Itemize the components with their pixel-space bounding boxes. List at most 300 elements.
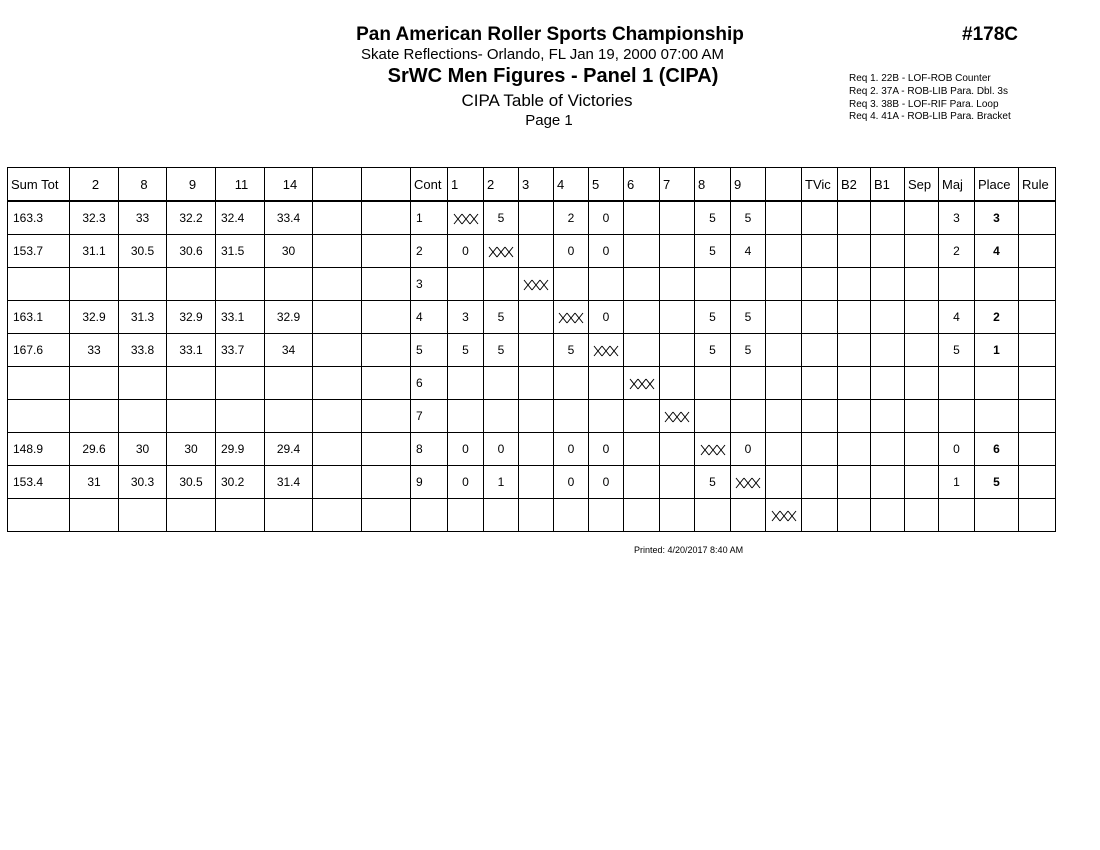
self-comparison-cell (589, 334, 624, 367)
table-row (8, 235, 1056, 268)
table-cell (70, 268, 119, 301)
table-cell: 5 (411, 334, 448, 367)
requirement-item: Req 2. 37A - ROB-LIB Para. Dbl. 3s (849, 85, 1008, 97)
championship-title: Pan American Roller Sports Championship (356, 24, 744, 45)
table-cell (589, 367, 624, 400)
table-cell (939, 367, 975, 400)
table-cell: 5 (484, 201, 519, 235)
table-cell: 0 (589, 235, 624, 268)
table-cell (519, 301, 554, 334)
table-cell (70, 400, 119, 433)
table-cell: 1 (411, 201, 448, 235)
table-cell (660, 301, 695, 334)
table-cell (766, 433, 802, 466)
table-cell (313, 499, 362, 532)
table-cell (766, 301, 802, 334)
table-cell: 5 (554, 334, 589, 367)
table-cell (838, 235, 871, 268)
table-cell (265, 367, 313, 400)
table-cell (660, 334, 695, 367)
table-cell: 5 (731, 334, 766, 367)
crossed-out-mark (664, 411, 690, 423)
table-cell (802, 433, 838, 466)
victories-table (7, 167, 1056, 532)
column-header (313, 168, 362, 202)
table-row (8, 301, 1056, 334)
table-cell: 3 (411, 268, 448, 301)
table-cell (484, 268, 519, 301)
table-cell (8, 268, 70, 301)
self-comparison-cell (484, 235, 519, 268)
table-cell (519, 235, 554, 268)
column-header: 8 (119, 168, 167, 202)
crossed-out-mark (700, 444, 726, 456)
table-cell (905, 466, 939, 499)
table-cell (766, 201, 802, 235)
table-cell: 0 (731, 433, 766, 466)
column-header (766, 168, 802, 202)
table-cell: 2 (554, 201, 589, 235)
table-cell: 0 (554, 433, 589, 466)
table-cell (838, 433, 871, 466)
table-cell: 163.1 (8, 301, 70, 334)
table-cell (119, 400, 167, 433)
table-cell: 32.9 (265, 301, 313, 334)
table-cell (660, 367, 695, 400)
table-cell: 30.5 (119, 235, 167, 268)
requirement-item: Req 3. 38B - LOF-RIF Para. Loop (849, 98, 999, 110)
table-cell: 30 (167, 433, 216, 466)
table-cell (939, 499, 975, 532)
table-cell (554, 400, 589, 433)
event-number: #178C (962, 24, 1018, 45)
table-cell: 31.3 (119, 301, 167, 334)
table-cell (119, 367, 167, 400)
table-cell (313, 301, 362, 334)
column-header: Sum Tot (8, 168, 70, 202)
table-cell (8, 400, 70, 433)
table-cell: 0 (589, 301, 624, 334)
table-cell (1019, 499, 1056, 532)
self-comparison-cell (519, 268, 554, 301)
table-cell: 5 (731, 301, 766, 334)
table-cell (871, 201, 905, 235)
column-header: Place (975, 168, 1019, 202)
table-cell (802, 268, 838, 301)
column-header: Rule (1019, 168, 1056, 202)
table-cell (448, 268, 484, 301)
table-cell (362, 466, 411, 499)
table-cell (731, 499, 766, 532)
table-cell: 148.9 (8, 433, 70, 466)
table-cell: 30.6 (167, 235, 216, 268)
table-cell (1019, 268, 1056, 301)
table-cell (731, 268, 766, 301)
column-header: B1 (871, 168, 905, 202)
table-cell (905, 301, 939, 334)
table-row (8, 400, 1056, 433)
column-header: 2 (484, 168, 519, 202)
table-cell (695, 367, 731, 400)
column-header: 3 (519, 168, 554, 202)
table-cell: 5 (695, 235, 731, 268)
table-cell (265, 499, 313, 532)
crossed-out-mark (523, 279, 549, 291)
table-cell (448, 367, 484, 400)
table-cell (484, 367, 519, 400)
table-cell: 5 (695, 301, 731, 334)
requirements-list (849, 73, 1011, 124)
table-cell: 4 (731, 235, 766, 268)
table-cell (216, 268, 265, 301)
table-cell (838, 201, 871, 235)
table-cell (624, 499, 660, 532)
table-cell (313, 235, 362, 268)
table-cell (802, 301, 838, 334)
table-cell (766, 235, 802, 268)
table-cell (838, 367, 871, 400)
table-cell: 8 (411, 433, 448, 466)
table-cell (624, 235, 660, 268)
table-cell: 6 (975, 433, 1019, 466)
table-row (8, 201, 1056, 235)
table-cell (695, 499, 731, 532)
table-cell (871, 466, 905, 499)
table-cell: 30 (265, 235, 313, 268)
table-cell: 5 (448, 334, 484, 367)
table-cell (731, 367, 766, 400)
table-cell: 1 (484, 466, 519, 499)
table-cell (838, 268, 871, 301)
column-header: B2 (838, 168, 871, 202)
table-cell (313, 400, 362, 433)
table-cell (624, 334, 660, 367)
table-cell (838, 466, 871, 499)
table-cell (624, 201, 660, 235)
table-cell (589, 268, 624, 301)
table-cell (519, 466, 554, 499)
table-cell (1019, 201, 1056, 235)
table-cell (660, 235, 695, 268)
table-cell (216, 400, 265, 433)
column-header: 9 (167, 168, 216, 202)
column-header: 9 (731, 168, 766, 202)
self-comparison-cell (660, 400, 695, 433)
table-cell (975, 367, 1019, 400)
table-cell (167, 268, 216, 301)
report-subtitle: CIPA Table of Victories (461, 91, 633, 110)
table-cell: 0 (554, 235, 589, 268)
table-cell (362, 235, 411, 268)
table-cell: 29.4 (265, 433, 313, 466)
table-cell (975, 400, 1019, 433)
table-cell: 30.2 (216, 466, 265, 499)
venue-date: Skate Reflections- Orlando, FL Jan 19, 2000 07:00 AM (361, 46, 724, 63)
column-header: Maj (939, 168, 975, 202)
table-cell (1019, 466, 1056, 499)
table-cell (1019, 433, 1056, 466)
crossed-out-mark (629, 378, 655, 390)
table-cell: 0 (589, 433, 624, 466)
table-cell (838, 334, 871, 367)
table-row (8, 367, 1056, 400)
table-cell (8, 367, 70, 400)
table-cell: 4 (975, 235, 1019, 268)
table-cell (265, 268, 313, 301)
table-cell: 0 (448, 466, 484, 499)
table-cell (695, 268, 731, 301)
table-cell (838, 301, 871, 334)
table-cell: 33.8 (119, 334, 167, 367)
table-cell (70, 499, 119, 532)
table-cell (905, 201, 939, 235)
table-cell (519, 400, 554, 433)
table-cell (8, 499, 70, 532)
table-cell (313, 334, 362, 367)
table-cell (802, 201, 838, 235)
table-cell (905, 433, 939, 466)
table-cell (589, 400, 624, 433)
table-cell (766, 400, 802, 433)
table-cell: 0 (589, 201, 624, 235)
table-row (8, 466, 1056, 499)
table-cell (554, 367, 589, 400)
table-cell (313, 433, 362, 466)
table-cell (519, 499, 554, 532)
table-cell: 29.6 (70, 433, 119, 466)
self-comparison-cell (448, 201, 484, 235)
table-cell: 29.9 (216, 433, 265, 466)
self-comparison-cell (624, 367, 660, 400)
column-header: Sep (905, 168, 939, 202)
table-cell: 5 (695, 334, 731, 367)
self-comparison-cell (731, 466, 766, 499)
table-cell (448, 400, 484, 433)
table-cell: 33 (119, 201, 167, 235)
table-cell (1019, 367, 1056, 400)
crossed-out-mark (735, 477, 761, 489)
table-header-row (8, 168, 1056, 202)
table-cell: 0 (554, 466, 589, 499)
table-cell: 4 (411, 301, 448, 334)
column-header: 8 (695, 168, 731, 202)
table-row (8, 499, 1056, 532)
column-header: 5 (589, 168, 624, 202)
table-cell: 31.4 (265, 466, 313, 499)
table-cell (802, 334, 838, 367)
table-cell: 0 (448, 433, 484, 466)
table-cell: 32.9 (167, 301, 216, 334)
table-cell: 2 (411, 235, 448, 268)
column-header (362, 168, 411, 202)
table-cell (975, 268, 1019, 301)
table-cell (905, 367, 939, 400)
self-comparison-cell (554, 301, 589, 334)
table-cell (411, 499, 448, 532)
table-cell (362, 301, 411, 334)
table-cell (519, 201, 554, 235)
table-cell (624, 400, 660, 433)
table-cell (905, 334, 939, 367)
table-cell (660, 201, 695, 235)
table-cell (939, 268, 975, 301)
table-cell: 5 (939, 334, 975, 367)
table-cell (871, 400, 905, 433)
table-cell (313, 268, 362, 301)
table-cell (731, 400, 766, 433)
requirement-item: Req 4. 41A - ROB-LIB Para. Bracket (849, 111, 1011, 123)
table-cell: 33.1 (167, 334, 216, 367)
table-cell (939, 400, 975, 433)
crossed-out-mark (453, 213, 479, 225)
table-cell: 5 (975, 466, 1019, 499)
table-cell: 31.1 (70, 235, 119, 268)
table-cell (313, 367, 362, 400)
crossed-out-mark (558, 312, 584, 324)
table-cell (119, 499, 167, 532)
table-cell (905, 400, 939, 433)
table-cell: 0 (484, 433, 519, 466)
table-cell (484, 400, 519, 433)
table-cell (313, 201, 362, 235)
table-cell (1019, 235, 1056, 268)
table-cell (167, 367, 216, 400)
table-cell: 6 (411, 367, 448, 400)
table-cell (871, 235, 905, 268)
table-cell (362, 367, 411, 400)
table-cell (1019, 400, 1056, 433)
table-cell (802, 499, 838, 532)
table-cell: 32.9 (70, 301, 119, 334)
column-header: TVic (802, 168, 838, 202)
table-cell (766, 334, 802, 367)
table-cell: 167.6 (8, 334, 70, 367)
table-cell (766, 268, 802, 301)
table-cell (1019, 334, 1056, 367)
printed-timestamp: Printed: 4/20/2017 8:40 AM (634, 545, 744, 555)
table-cell (871, 367, 905, 400)
table-cell (905, 268, 939, 301)
table-cell (519, 367, 554, 400)
page-number: Page 1 (525, 112, 573, 129)
table-cell (871, 334, 905, 367)
table-cell: 2 (939, 235, 975, 268)
self-comparison-cell (695, 433, 731, 466)
table-cell (313, 466, 362, 499)
table-cell (838, 400, 871, 433)
table-cell (624, 433, 660, 466)
table-cell (519, 334, 554, 367)
table-cell: 33.4 (265, 201, 313, 235)
table-cell (975, 499, 1019, 532)
table-cell: 34 (265, 334, 313, 367)
table-cell: 30 (119, 433, 167, 466)
table-cell: 5 (695, 201, 731, 235)
table-cell (871, 301, 905, 334)
table-cell: 33 (70, 334, 119, 367)
table-cell: 32.3 (70, 201, 119, 235)
table-cell: 0 (939, 433, 975, 466)
table-cell (519, 433, 554, 466)
table-cell (167, 499, 216, 532)
table-cell: 31.5 (216, 235, 265, 268)
table-cell (1019, 301, 1056, 334)
table-cell: 0 (589, 466, 624, 499)
table-cell (362, 268, 411, 301)
table-cell: 4 (939, 301, 975, 334)
table-cell: 5 (484, 334, 519, 367)
table-cell (660, 268, 695, 301)
table-cell (216, 367, 265, 400)
table-cell: 1 (975, 334, 1019, 367)
table-cell (802, 235, 838, 268)
table-cell: 0 (448, 235, 484, 268)
table-cell (695, 400, 731, 433)
requirement-item: Req 1. 22B - LOF-ROB Counter (849, 73, 991, 84)
table-cell: 3 (975, 201, 1019, 235)
column-header: 7 (660, 168, 695, 202)
table-cell (871, 268, 905, 301)
table-cell (265, 400, 313, 433)
table-cell: 5 (731, 201, 766, 235)
table-cell (119, 268, 167, 301)
table-row (8, 268, 1056, 301)
table-cell (362, 334, 411, 367)
column-header: 1 (448, 168, 484, 202)
table-cell (766, 466, 802, 499)
table-cell (660, 499, 695, 532)
table-cell: 5 (695, 466, 731, 499)
table-cell (905, 235, 939, 268)
table-cell (362, 400, 411, 433)
table-cell (554, 268, 589, 301)
table-cell: 33.7 (216, 334, 265, 367)
table-cell (448, 499, 484, 532)
crossed-out-mark (593, 345, 619, 357)
self-comparison-cell (766, 499, 802, 532)
table-cell: 30.3 (119, 466, 167, 499)
table-cell: 5 (484, 301, 519, 334)
table-cell (802, 400, 838, 433)
table-cell: 1 (939, 466, 975, 499)
column-header: 14 (265, 168, 313, 202)
table-cell (624, 301, 660, 334)
table-cell (802, 466, 838, 499)
table-cell (484, 499, 519, 532)
table-cell (167, 400, 216, 433)
table-cell: 31 (70, 466, 119, 499)
table-cell (871, 499, 905, 532)
table-cell (660, 433, 695, 466)
table-cell: 7 (411, 400, 448, 433)
table-cell (624, 466, 660, 499)
column-header: 2 (70, 168, 119, 202)
table-cell (362, 433, 411, 466)
table-cell: 3 (448, 301, 484, 334)
table-cell: 32.4 (216, 201, 265, 235)
table-cell (624, 268, 660, 301)
table-cell (802, 367, 838, 400)
table-cell (362, 201, 411, 235)
table-cell: 30.5 (167, 466, 216, 499)
table-cell: 32.2 (167, 201, 216, 235)
table-cell (766, 367, 802, 400)
table-cell: 153.7 (8, 235, 70, 268)
table-cell (905, 499, 939, 532)
table-cell: 2 (975, 301, 1019, 334)
table-cell: 33.1 (216, 301, 265, 334)
table-row (8, 433, 1056, 466)
